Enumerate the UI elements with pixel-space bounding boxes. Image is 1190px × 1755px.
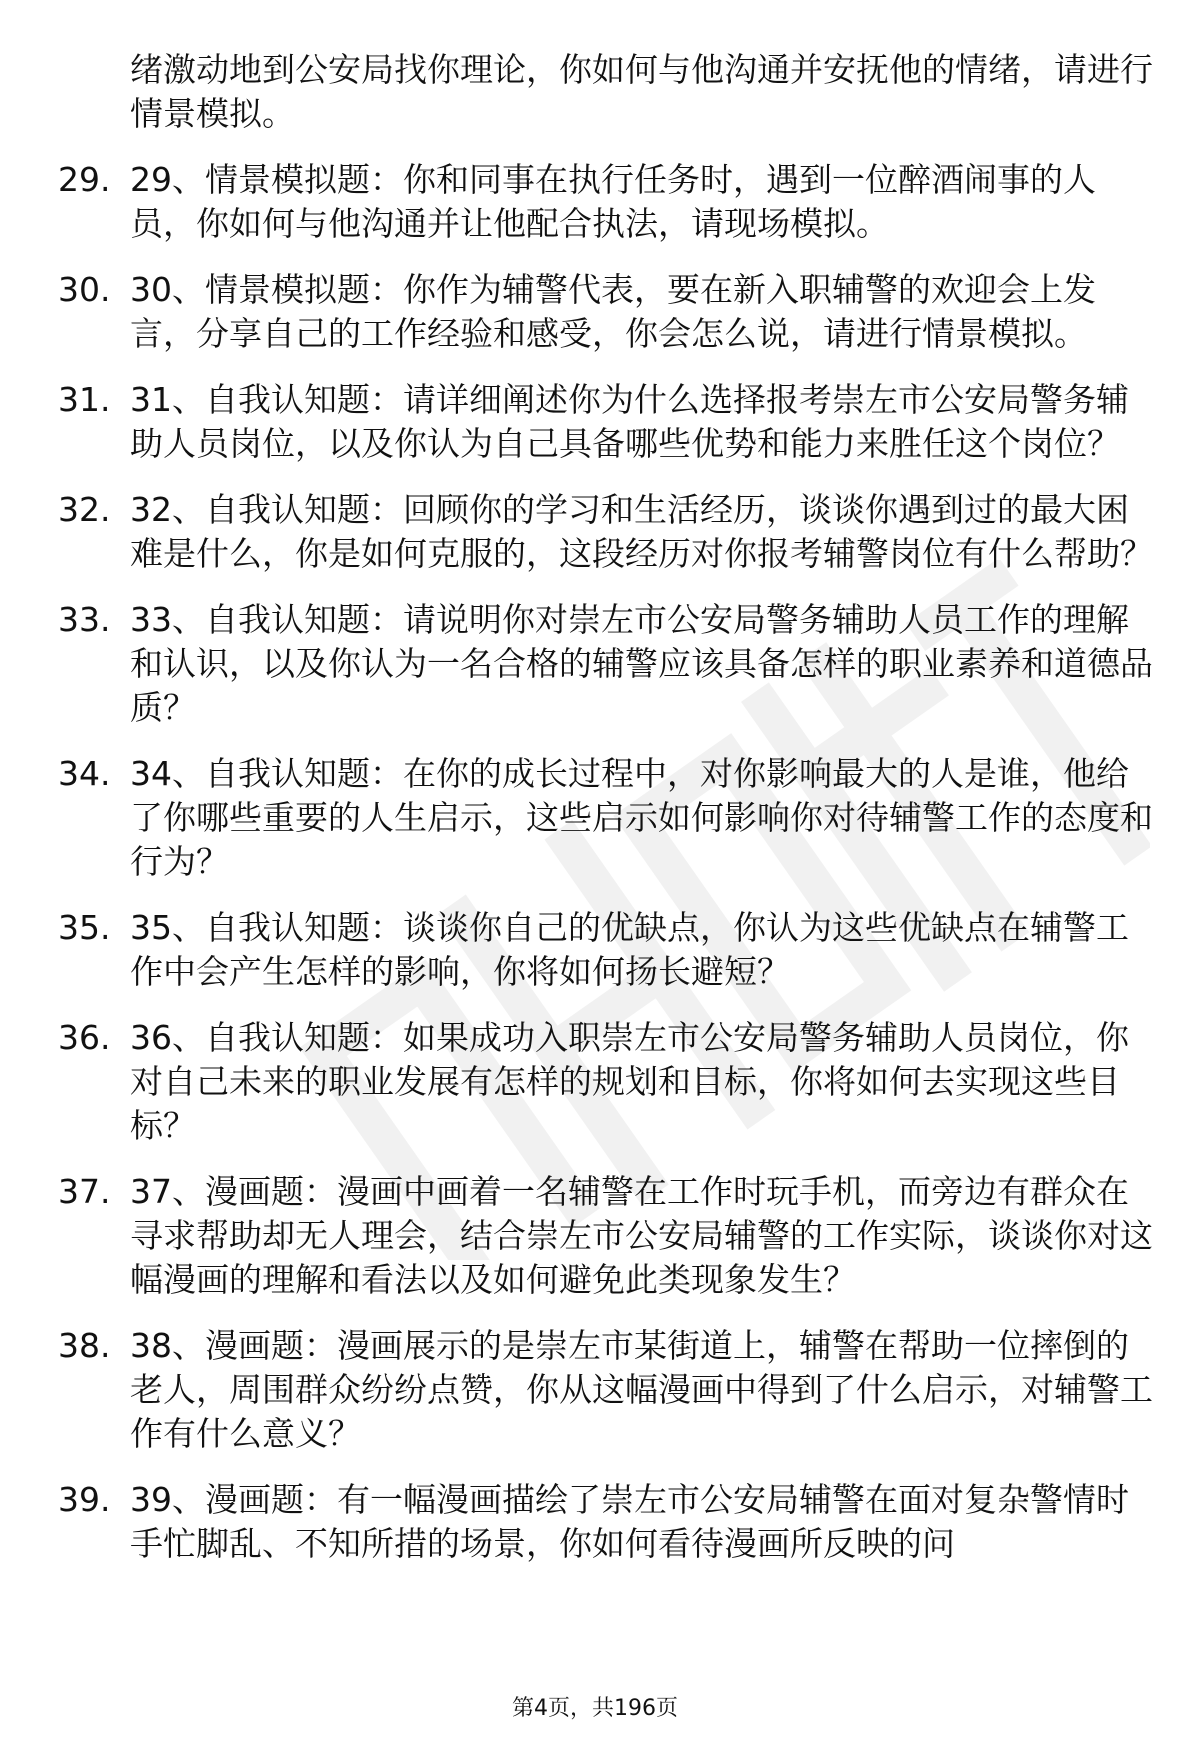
list-item	[58, 1016, 1158, 1148]
question-number: 31.	[58, 380, 111, 419]
question-number: 36.	[58, 1018, 111, 1057]
question-number: 32.	[58, 490, 111, 529]
question-text: 35、自我认知题：谈谈你自己的优缺点，你认为这些优缺点在辅警工作中会产生怎样的影响，你将如何扬长避短？	[130, 908, 1129, 991]
question-number: 37.	[58, 1172, 111, 1211]
question-text: 36、自我认知题：如果成功入职崇左市公安局警务辅助人员岗位，你对自己未来的职业发展有怎样的规划和目标，你将如何去实现这些目标？	[130, 1018, 1129, 1145]
question-text: 33、自我认知题：请说明你对崇左市公安局警务辅助人员工作的理解和认识，以及你认为一名合格的辅警应该具备怎样的职业素养和道德品质？	[130, 600, 1153, 727]
list-item	[58, 158, 1158, 246]
list-item	[58, 1324, 1158, 1456]
question-list	[58, 158, 1158, 1566]
list-item	[58, 488, 1158, 576]
list-item	[58, 752, 1158, 884]
document-body	[58, 48, 1158, 1588]
question-number: 38.	[58, 1326, 111, 1365]
list-item	[58, 378, 1158, 466]
question-text: 34、自我认知题：在你的成长过程中，对你影响最大的人是谁，他给了你哪些重要的人生启示，这些启示如何影响你对待辅警工作的态度和行为？	[130, 754, 1153, 881]
question-number: 35.	[58, 908, 111, 947]
list-item	[58, 598, 1158, 730]
question-number: 30.	[58, 270, 111, 309]
question-text: 37、漫画题：漫画中画着一名辅警在工作时玩手机，而旁边有群众在寻求帮助却无人理会，结合崇左市公安局辅警的工作实际，谈谈你对这幅漫画的理解和看法以及如何避免此类现象发生？	[130, 1172, 1153, 1299]
question-number: 29.	[58, 160, 111, 199]
question-number: 33.	[58, 600, 111, 639]
question-text: 30、情景模拟题：你作为辅警代表，要在新入职辅警的欢迎会上发言，分享自己的工作经验和感受，你会怎么说，请进行情景模拟。	[130, 270, 1096, 353]
question-number: 39.	[58, 1480, 111, 1519]
question-text: 31、自我认知题：请详细阐述你为什么选择报考崇左市公安局警务辅助人员岗位，以及你认为自己具备哪些优势和能力来胜任这个岗位？	[130, 380, 1129, 463]
continued-question-text: 绪激动地到公安局找你理论，你如何与他沟通并安抚他的情绪，请进行情景模拟。	[130, 50, 1153, 133]
list-item	[58, 1170, 1158, 1302]
question-text: 39、漫画题：有一幅漫画描绘了崇左市公安局辅警在面对复杂警情时手忙脚乱、不知所措的场景，你如何看待漫画所反映的问	[130, 1480, 1129, 1563]
list-item	[58, 268, 1158, 356]
question-text: 29、情景模拟题：你和同事在执行任务时，遇到一位醉酒闹事的人员，你如何与他沟通并让他配合执法，请现场模拟。	[130, 160, 1096, 243]
question-text: 32、自我认知题：回顾你的学习和生活经历，谈谈你遇到过的最大困难是什么，你是如何克服的，这段经历对你报考辅警岗位有什么帮助？	[130, 490, 1153, 573]
question-number: 34.	[58, 754, 111, 793]
page-number-footer: 第4页，共196页	[512, 1696, 678, 1721]
list-item	[58, 906, 1158, 994]
list-item	[58, 1478, 1158, 1566]
question-text: 38、漫画题：漫画展示的是崇左市某街道上，辅警在帮助一位摔倒的老人，周围群众纷纷点赞，你从这幅漫画中得到了什么启示，对辅警工作有什么意义？	[130, 1326, 1153, 1453]
